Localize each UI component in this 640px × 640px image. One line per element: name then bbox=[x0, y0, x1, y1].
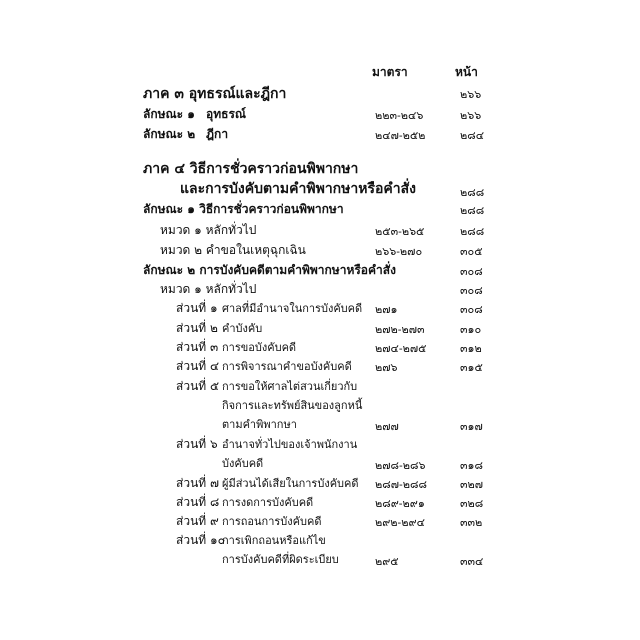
page-number: ๓๑๘ bbox=[460, 459, 483, 472]
part3-heading: ภาค ๓ อุทธรณ์และฎีกา bbox=[143, 86, 287, 102]
title-name: อุทธรณ์ bbox=[206, 107, 247, 121]
part-label: ส่วนที่ ๓ bbox=[176, 340, 219, 354]
title2-heading: ลักษณะ ๒ การบังคับคดีตามคำพิพากษาหรือคำสั่ง bbox=[143, 263, 396, 277]
part-title: การขอบังคับคดี bbox=[222, 341, 297, 354]
page-number: ๓๑๗ bbox=[460, 420, 483, 433]
part-title: การพิจารณาคำขอบังคับคดี bbox=[222, 360, 352, 373]
page-number: ๓๐๕ bbox=[460, 245, 483, 258]
part-title-line: การขอให้ศาลไต่สวนเกี่ยวกับ bbox=[222, 380, 358, 393]
section-range: ๒๗๖ bbox=[375, 361, 398, 374]
page-number: ๒๖๖ bbox=[460, 109, 482, 122]
part-title-line: ตามคำพิพากษา bbox=[222, 418, 297, 431]
section-range: ๒๙๒-๒๙๔ bbox=[375, 516, 425, 529]
page-number: ๓๐๘ bbox=[460, 303, 483, 316]
part4-heading-line2: และการบังคับตามคำพิพากษาหรือคำสั่ง bbox=[180, 181, 417, 197]
page-number: ๓๑๐ bbox=[460, 323, 482, 336]
section-range: ๒๖๖-๒๗๐ bbox=[375, 245, 423, 258]
section-range: ๒๘๙-๒๙๑ bbox=[375, 497, 425, 510]
part-label: ส่วนที่ ๕ bbox=[176, 379, 220, 393]
chapter-heading: หมวด ๑ หลักทั่วไป bbox=[160, 223, 257, 237]
part-title-line: อำนาจทั่วไปของเจ้าพนักงาน bbox=[222, 438, 358, 451]
section-range: ๒๗๒-๒๗๓ bbox=[375, 323, 425, 336]
page-number: ๒๘๘ bbox=[460, 204, 485, 217]
part-title-line: การบังคับคดีที่ผิดระเบียบ bbox=[222, 553, 339, 566]
part4-heading-line1: ภาค ๔ วิธีการชั่วคราวก่อนพิพากษา bbox=[143, 161, 359, 177]
part-title-line: บังคับคดี bbox=[222, 457, 264, 470]
part-title-line: กิจการและทรัพย์สินของลูกหนี้ bbox=[222, 399, 363, 412]
section-range: ๒๗๔-๒๗๕ bbox=[375, 342, 427, 355]
part-label: ส่วนที่ ๗ bbox=[176, 476, 220, 490]
sections-column-header: มาตรา bbox=[372, 65, 408, 79]
chapter-heading: หมวด ๒ คำขอในเหตุฉุกเฉิน bbox=[160, 243, 306, 257]
part-title: คำบังคับ bbox=[222, 322, 263, 335]
section-range: ๒๗๗ bbox=[375, 420, 399, 433]
part-label: ส่วนที่ ๙ bbox=[176, 514, 219, 528]
part-title-line: การเพิกถอนหรือแก้ไข bbox=[222, 534, 326, 547]
section-range: ๒๘๗-๒๘๘ bbox=[375, 478, 427, 491]
page-number: ๒๘๘ bbox=[460, 225, 485, 238]
part4-page: ๒๘๘ bbox=[460, 186, 485, 199]
page-number: ๓๑๕ bbox=[460, 361, 483, 374]
title1-heading: ลักษณะ ๑ วิธีการชั่วคราวก่อนพิพากษา bbox=[143, 202, 344, 216]
page-number: ๓๑๒ bbox=[460, 342, 482, 355]
part-title: การถอนการบังคับคดี bbox=[222, 515, 322, 528]
title-name: ฎีกา bbox=[206, 127, 229, 141]
page-number: ๓๓๔ bbox=[460, 555, 484, 568]
part-title: ศาลที่มีอำนาจในการบังคับคดี bbox=[222, 302, 363, 315]
title-label: ลักษณะ ๑ bbox=[143, 107, 195, 121]
section-range: ๒๕๓-๒๖๕ bbox=[375, 225, 425, 238]
chapter-heading: หมวด ๑ หลักทั่วไป bbox=[160, 282, 257, 296]
page-number: ๓๐๘ bbox=[460, 284, 483, 297]
part-title: การงดการบังคับคดี bbox=[222, 496, 314, 509]
part3-page: ๒๖๖ bbox=[460, 88, 482, 101]
page-number: ๓๐๘ bbox=[460, 265, 483, 278]
section-range: ๒๙๕ bbox=[375, 555, 399, 568]
part-label: ส่วนที่ ๔ bbox=[176, 359, 220, 373]
section-range: ๒๗๑ bbox=[375, 303, 398, 316]
page-column-header: หน้า bbox=[455, 65, 478, 79]
part-label: ส่วนที่ ๑๐ bbox=[176, 533, 225, 547]
section-range: ๒๔๗-๒๕๒ bbox=[375, 129, 426, 142]
part-title: ผู้มีส่วนได้เสียในการบังคับคดี bbox=[222, 477, 359, 490]
part-label: ส่วนที่ ๒ bbox=[176, 321, 218, 335]
part-label: ส่วนที่ ๖ bbox=[176, 437, 218, 451]
part-label: ส่วนที่ ๘ bbox=[176, 495, 220, 509]
page-number: ๒๘๔ bbox=[460, 129, 485, 142]
section-range: ๒๒๓-๒๔๖ bbox=[375, 109, 424, 122]
title-label: ลักษณะ ๒ bbox=[143, 127, 196, 141]
page-number: ๓๒๗ bbox=[460, 478, 484, 491]
page-number: ๓๓๒ bbox=[460, 516, 483, 529]
section-range: ๒๗๘-๒๘๖ bbox=[375, 459, 426, 472]
part-label: ส่วนที่ ๑ bbox=[176, 301, 218, 315]
page-number: ๓๒๘ bbox=[460, 497, 484, 510]
